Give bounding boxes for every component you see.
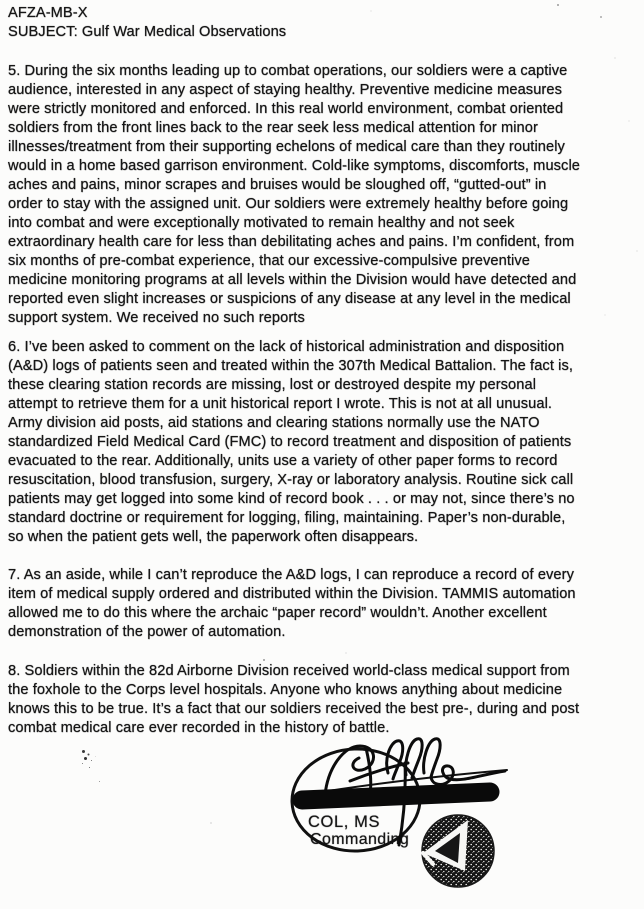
text-line: Army division aid posts, aid stations and clearing stations normally use the NATO bbox=[8, 415, 540, 431]
memo-header bbox=[8, 4, 642, 42]
text-line: aches and pains, minor scrapes and bruises would be sloughed off, “gutted-out” in bbox=[8, 177, 547, 193]
memo-body bbox=[8, 4, 642, 738]
paragraph-8 bbox=[8, 662, 642, 738]
text-line: evacuated to the rear. Additionally, units use a variety of other paper forms to record bbox=[8, 453, 558, 469]
text-line: extraordinary health care for less than debilitating aches and pains. I’m confident, from bbox=[8, 234, 575, 250]
text-line: 8. Soldiers within the 82d Airborne Division received world-class medical support from bbox=[8, 663, 570, 679]
text-line: medicine monitoring programs at all levels within the Division would have detected and bbox=[8, 272, 577, 288]
text-line: attempt to retrieve them for a unit historical report I wrote. This is not at all unusual. bbox=[8, 396, 553, 412]
signature-underline bbox=[328, 770, 507, 791]
text-line: soldiers from the front lines back to the rear seek less medical attention for minor bbox=[8, 120, 538, 136]
text-line: illnesses/treatment from their supporting echelons of medical care than they routinely bbox=[8, 139, 565, 155]
text-line: standard doctrine or requirement for logging, filing, maintaining. Paper’s non-durable, bbox=[8, 510, 566, 526]
signer-rank-branch: COL, MS bbox=[308, 813, 381, 831]
text-line: 7. As an aside, while I can’t reproduce the A&D logs, I can reproduce a record of every bbox=[8, 567, 575, 583]
text-line: item of medical supply ordered and distributed within the Division. TAMMIS automation bbox=[8, 586, 576, 602]
text-line: standardized Field Medical Card (FMC) to record treatment and disposition of patients bbox=[8, 434, 572, 450]
text-line: reported even slight increases or suspicions of any disease at any level in the medical bbox=[8, 291, 571, 307]
paragraph-6 bbox=[8, 338, 642, 547]
text-line: into combat and were exceptionally motivated to remain healthy and not seek bbox=[8, 215, 515, 231]
text-line: order to stay with the assigned unit. Our soldiers were extremely healthy before going bbox=[8, 196, 569, 212]
text-line: 6. I’ve been asked to comment on the lack of historical administration and disposition bbox=[8, 339, 565, 355]
text-line: were strictly monitored and enforced. In this real world environment, combat oriented bbox=[8, 101, 564, 117]
text-line: so when the patient gets well, the paperwork often disappears. bbox=[8, 529, 419, 545]
paragraph-5 bbox=[8, 62, 642, 328]
paragraph-7 bbox=[8, 566, 642, 642]
text-line: support system. We received no such reports bbox=[8, 310, 305, 326]
text-line: demonstration of the power of automation. bbox=[8, 624, 286, 640]
scan-noise-specks bbox=[557, 4, 559, 6]
text-line: six months of pre-combat experience, that our excessive-compulsive preventive bbox=[8, 253, 530, 269]
text-line: 5. During the six months leading up to combat operations, our soldiers were a captive bbox=[8, 63, 568, 79]
office-symbol: AFZA-MB-X bbox=[8, 5, 88, 21]
signer-title: Commanding bbox=[310, 831, 410, 848]
unit-stamp-icon bbox=[422, 815, 494, 887]
text-line: patients may get logged into some kind of record book . . . or may not, since there’s no bbox=[8, 491, 575, 507]
text-line: would in a home based garrison environment. Cold-like symptoms, discomforts, muscle bbox=[8, 158, 581, 174]
signature-block bbox=[270, 733, 580, 909]
text-line: audience, interested in any aspect of staying healthy. Preventive medicine measures bbox=[8, 82, 562, 98]
redaction-bar bbox=[302, 792, 490, 800]
ink-smudge bbox=[82, 750, 85, 753]
text-line: resuscitation, blood transfusion, surgery, X-ray or laboratory analysis. Routine sick call bbox=[8, 472, 574, 488]
text-line: knows this to be true. It’s a fact that our soldiers received the best pre-, during and post bbox=[8, 701, 580, 717]
text-line: these clearing station records are missing, lost or destroyed despite my personal bbox=[8, 377, 537, 393]
text-line: the foxhole to the Corps level hospitals. Anyone who knows anything about medicine bbox=[8, 682, 563, 698]
subject-line: SUBJECT: Gulf War Medical Observations bbox=[8, 24, 287, 40]
text-line: (A&D) logs of patients seen and treated within the 307th Medical Battalion. The fact is, bbox=[8, 358, 574, 374]
text-line: allowed me to do this where the archaic “paper record” wouldn’t. Another excellent bbox=[8, 605, 547, 621]
text-line: combat medical care ever recorded in the history of battle. bbox=[8, 720, 390, 736]
